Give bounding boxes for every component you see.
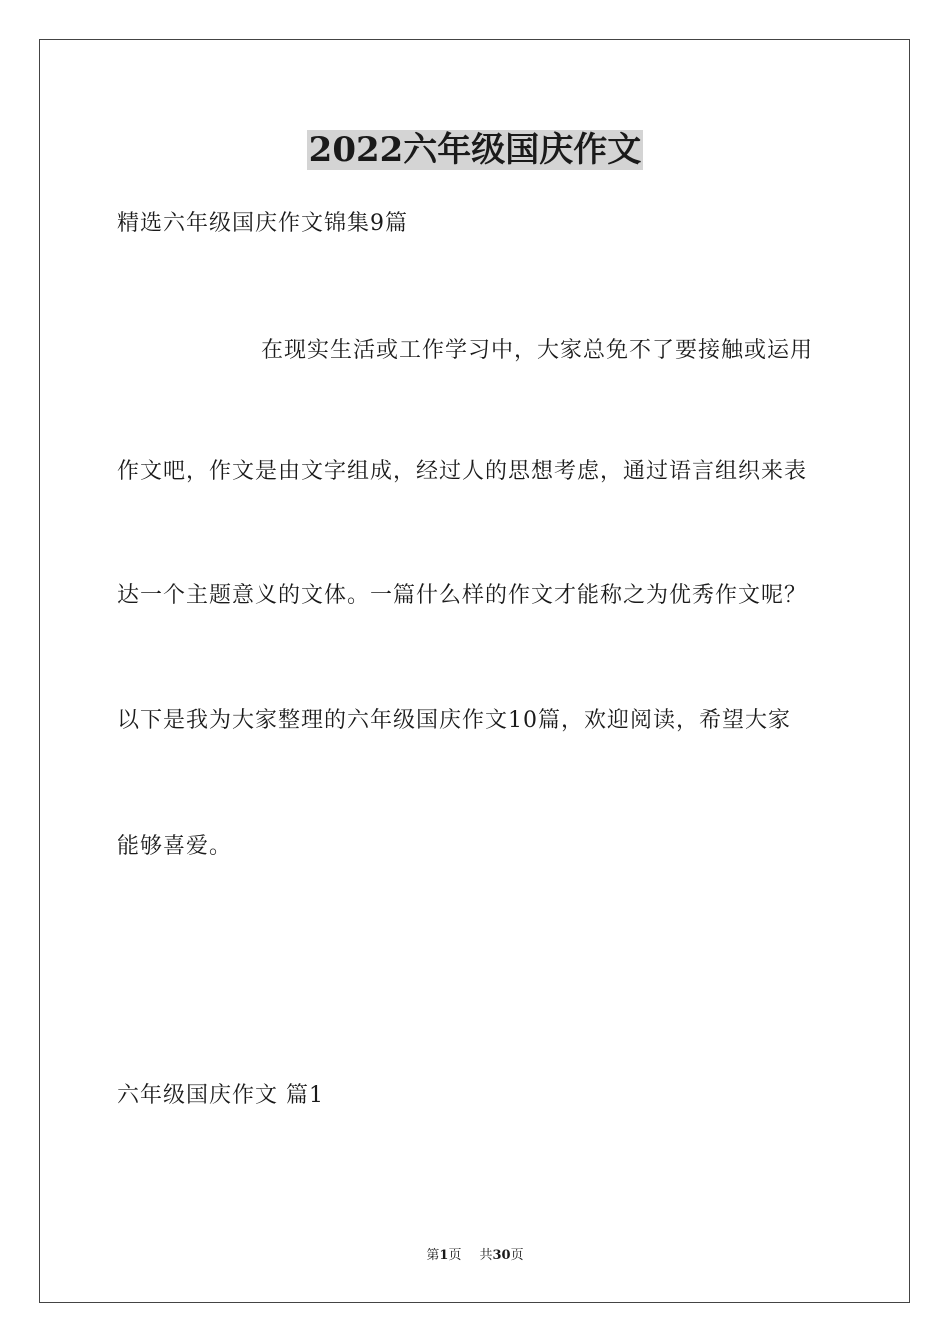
intro-line-4: 以下是我为大家整理的六年级国庆作文10篇，欢迎阅读，希望大家 xyxy=(117,708,791,733)
footer-page-number: 1 xyxy=(439,1248,449,1263)
section-heading: 六年级国庆作文 篇1 xyxy=(117,1083,324,1108)
document-title-text: 2022六年级国庆作文 xyxy=(308,130,642,170)
footer-page-suffix: 页 xyxy=(448,1248,462,1263)
intro-line-2: 作文吧，作文是由文字组成，经过人的思想考虑，通过语言组织来表 xyxy=(117,459,808,484)
footer-page-prefix: 第 xyxy=(426,1248,440,1263)
page-footer xyxy=(0,1247,950,1265)
intro-line-3: 达一个主题意义的文体。一篇什么样的作文才能称之为优秀作文呢？ xyxy=(117,583,808,608)
document-title xyxy=(0,128,950,172)
footer-total-suffix: 页 xyxy=(510,1248,524,1263)
intro-line-1: 在现实生活或工作学习中，大家总免不了要接触或运用 xyxy=(261,338,814,363)
document-subtitle: 精选六年级国庆作文锦集9篇 xyxy=(117,211,408,236)
footer-total-pages: 30 xyxy=(492,1248,511,1263)
intro-line-5: 能够喜爱。 xyxy=(117,834,233,859)
footer-total-prefix: 共 xyxy=(479,1248,493,1263)
